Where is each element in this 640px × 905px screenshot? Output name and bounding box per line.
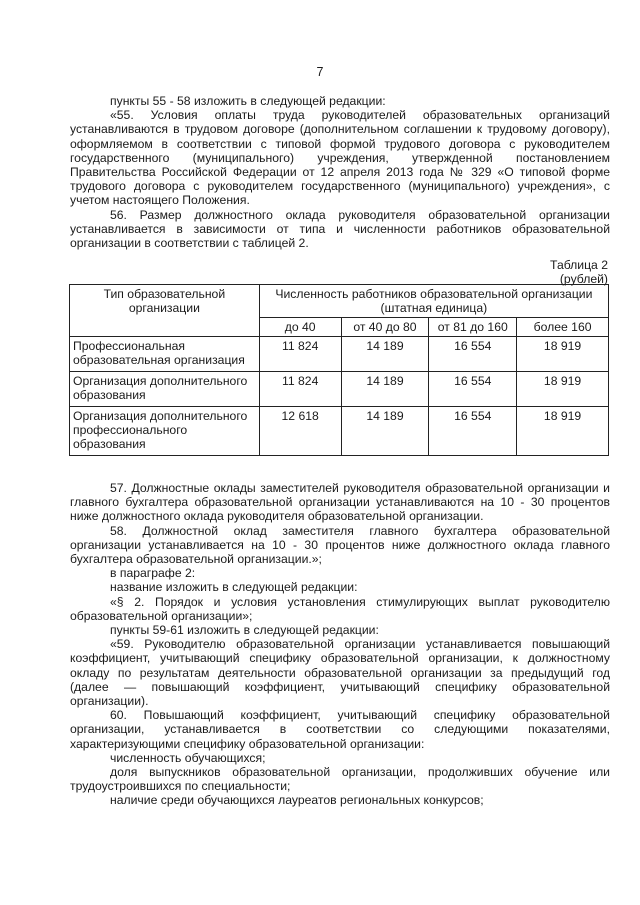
table-caption: Таблица 2 bbox=[550, 258, 608, 272]
table-row bbox=[70, 337, 609, 372]
paragraph-57: 57. Должностные оклады заместителей руководителя образовательной организации и главного бухгалтера образовательной организации устанавливаются на 10 - 30 процентов ниже должностного оклада руководителя образовательной организации. bbox=[70, 481, 610, 524]
table-header-row bbox=[70, 285, 609, 318]
section-2-title: «§ 2. Порядок и условия установления стимулирующих выплат руководителю образовательной организации»; bbox=[70, 594, 610, 623]
subheader-cell: более 160 bbox=[517, 318, 609, 337]
subheader-cell: от 40 до 80 bbox=[341, 318, 429, 337]
indicator-item: наличие среди обучающихся лауреатов региональных конкурсов; bbox=[110, 793, 484, 808]
paragraph-55: «55. Условия оплаты труда руководителей образовательных организаций устанавливаются в трудовом договоре (дополнительном соглашении к трудовому договору), оформляемом в соответствии с типовой формой трудового договора с руководителем государственного (муниципального) учреждения, утвержденной постановлением Правительства Российской Федерации от 12 апреля 2013 года № 329 «О типовой форме трудового договора с руководителем государственного (муниципального) учреждения», с учетом настоящего Положения. bbox=[70, 108, 610, 208]
salary-cell: 12 618 bbox=[259, 407, 341, 456]
subheader-cell: от 81 до 160 bbox=[429, 318, 517, 337]
paragraph2-line: в параграфе 2: bbox=[110, 566, 196, 581]
salary-cell: 18 919 bbox=[517, 407, 609, 456]
salary-cell: 14 189 bbox=[341, 407, 429, 456]
indicator-item: доля выпускников образовательной организации, продолживших обучение или трудоустроившихся по специальности; bbox=[70, 765, 610, 794]
salary-cell: 16 554 bbox=[429, 337, 517, 372]
header-staff-count: Численность работников образовательной организации (штатная единица) bbox=[259, 285, 608, 318]
org-type-cell: Профессиональная образовательная организация bbox=[70, 337, 260, 372]
salary-cell: 16 554 bbox=[429, 407, 517, 456]
text-block-top bbox=[70, 94, 610, 250]
salary-cell: 16 554 bbox=[429, 372, 517, 407]
salary-cell: 14 189 bbox=[341, 372, 429, 407]
paragraph-60: 60. Повышающий коэффициент, учитывающий специфику образовательной организации, устанавливается в соответствии со следующими показателями, характеризующими специфику образовательной организации: bbox=[70, 708, 610, 751]
paragraph-58: 58. Должностной оклад заместителя главного бухгалтера образовательной организации устанавливается на 10 - 30 процентов ниже должностного оклада главного бухгалтера образовательной организации.»; bbox=[70, 523, 610, 567]
table-row bbox=[70, 407, 609, 456]
org-type-cell: Организация дополнительного профессионального образования bbox=[70, 407, 260, 456]
salary-cell: 14 189 bbox=[341, 337, 429, 372]
salary-cell: 18 919 bbox=[517, 337, 609, 372]
intro-line: пункты 55 - 58 изложить в следующей редакции: bbox=[110, 94, 386, 108]
points-59-61-intro: пункты 59-61 изложить в следующей редакции: bbox=[110, 623, 379, 638]
salary-cell: 11 824 bbox=[259, 372, 341, 407]
indicator-item: численность обучающихся; bbox=[110, 750, 266, 765]
subheader-cell: до 40 bbox=[259, 318, 341, 337]
header-org-type: Тип образовательной организации bbox=[70, 285, 260, 337]
org-type-cell: Организация дополнительного образования bbox=[70, 372, 260, 407]
name-intro-line: название изложить в следующей редакции: bbox=[110, 580, 358, 595]
page-number: 7 bbox=[316, 65, 324, 79]
salary-table bbox=[69, 284, 609, 456]
salary-cell: 11 824 bbox=[259, 337, 341, 372]
text-block-bottom bbox=[70, 481, 610, 808]
paragraph-56: 56. Размер должностного оклада руководителя образовательной организации устанавливается в зависимости от типа и численности работников образовательной организации в соответствии с таблицей 2. bbox=[70, 207, 610, 251]
salary-cell: 18 919 bbox=[517, 372, 609, 407]
paragraph-59: «59. Руководителю образовательной организации устанавливается повышающий коэффициент, учитывающий специфику образовательной организации, к должностному окладу по результатам деятельности образовательной организации за предыдущий год (далее — повышающий коэффициент, учитывающий специфику образовательной организации). bbox=[70, 637, 610, 709]
table-row bbox=[70, 372, 609, 407]
table-unit: (рублей) bbox=[559, 272, 608, 286]
